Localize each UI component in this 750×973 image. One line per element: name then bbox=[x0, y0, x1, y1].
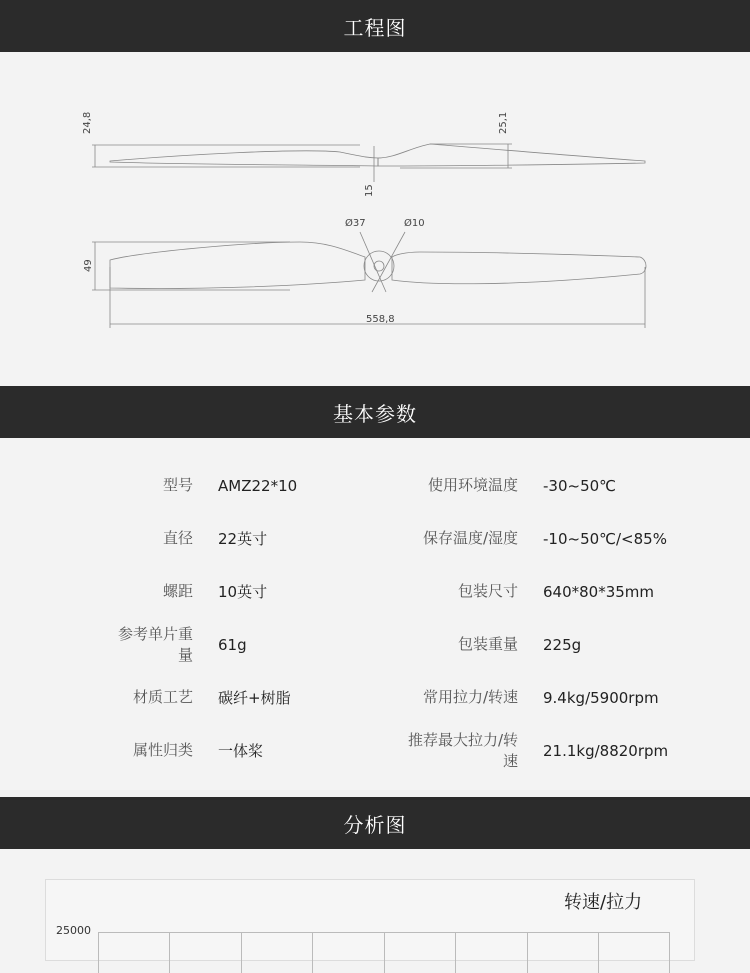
param-label-2: 推荐最大拉力/转速 bbox=[407, 730, 518, 770]
param-value: 10英寸 bbox=[218, 583, 268, 601]
engineering-header bbox=[0, 0, 750, 52]
param-value: 22英寸 bbox=[218, 530, 268, 548]
propeller-drawing bbox=[0, 52, 750, 386]
analysis-header bbox=[0, 797, 750, 849]
param-row bbox=[0, 565, 750, 618]
param-value: 碳纤+树脂 bbox=[218, 689, 291, 707]
rpm-thrust-chart bbox=[45, 879, 695, 961]
param-value-2: -30~50℃ bbox=[543, 476, 617, 495]
param-row bbox=[0, 512, 750, 565]
param-label-2: 使用环境温度 bbox=[427, 476, 518, 494]
param-label: 属性归类 bbox=[132, 741, 193, 759]
param-value: 一体桨 bbox=[218, 742, 264, 760]
param-label: 材质工艺 bbox=[132, 688, 193, 706]
analysis-section bbox=[0, 849, 750, 949]
basic-params-title: 基本参数 bbox=[333, 401, 417, 426]
params-table bbox=[0, 438, 750, 797]
param-value-2: 225g bbox=[543, 635, 582, 654]
param-value: AMZ22*10 bbox=[218, 476, 298, 495]
param-row bbox=[0, 724, 750, 777]
analysis-title: 分析图 bbox=[343, 812, 407, 837]
dim-height-right: 25,1 bbox=[498, 111, 509, 134]
param-value-2: 21.1kg/8820rpm bbox=[543, 741, 669, 760]
param-label: 螺距 bbox=[162, 582, 193, 600]
param-label: 直径 bbox=[162, 529, 193, 547]
chart-grid bbox=[98, 932, 670, 973]
dim-hub-outer: Ø37 bbox=[345, 218, 366, 229]
dim-hub-thickness: 15 bbox=[364, 184, 375, 197]
dim-hole: Ø10 bbox=[404, 218, 425, 229]
y-tick-label: 25000 bbox=[56, 924, 91, 937]
param-value: 61g bbox=[218, 635, 247, 654]
param-row bbox=[0, 671, 750, 724]
chart-title: 转速/拉力 bbox=[564, 892, 643, 913]
hub-hole bbox=[374, 261, 384, 271]
param-row bbox=[0, 618, 750, 671]
param-label-2: 包装尺寸 bbox=[457, 582, 518, 600]
basic-params-header bbox=[0, 386, 750, 438]
engineering-drawing bbox=[0, 52, 750, 386]
param-label-2: 包装重量 bbox=[457, 635, 518, 653]
dim-length: 558,8 bbox=[366, 314, 395, 325]
side-view-blade-left bbox=[110, 151, 378, 166]
dim-height-left: 24,8 bbox=[82, 111, 93, 134]
param-value-2: 9.4kg/5900rpm bbox=[543, 688, 659, 707]
param-label-2: 保存温度/湿度 bbox=[422, 529, 518, 547]
param-value-2: 640*80*35mm bbox=[543, 582, 655, 601]
dim-width: 49 bbox=[83, 259, 94, 272]
param-row bbox=[0, 459, 750, 512]
param-label: 型号 bbox=[162, 476, 193, 494]
param-label-2: 常用拉力/转速 bbox=[422, 688, 518, 706]
param-value-2: -10~50℃/<85% bbox=[543, 529, 667, 548]
engineering-title: 工程图 bbox=[343, 15, 407, 40]
param-label: 参考单片重量 bbox=[117, 624, 193, 664]
side-view-blade-right bbox=[378, 144, 645, 166]
